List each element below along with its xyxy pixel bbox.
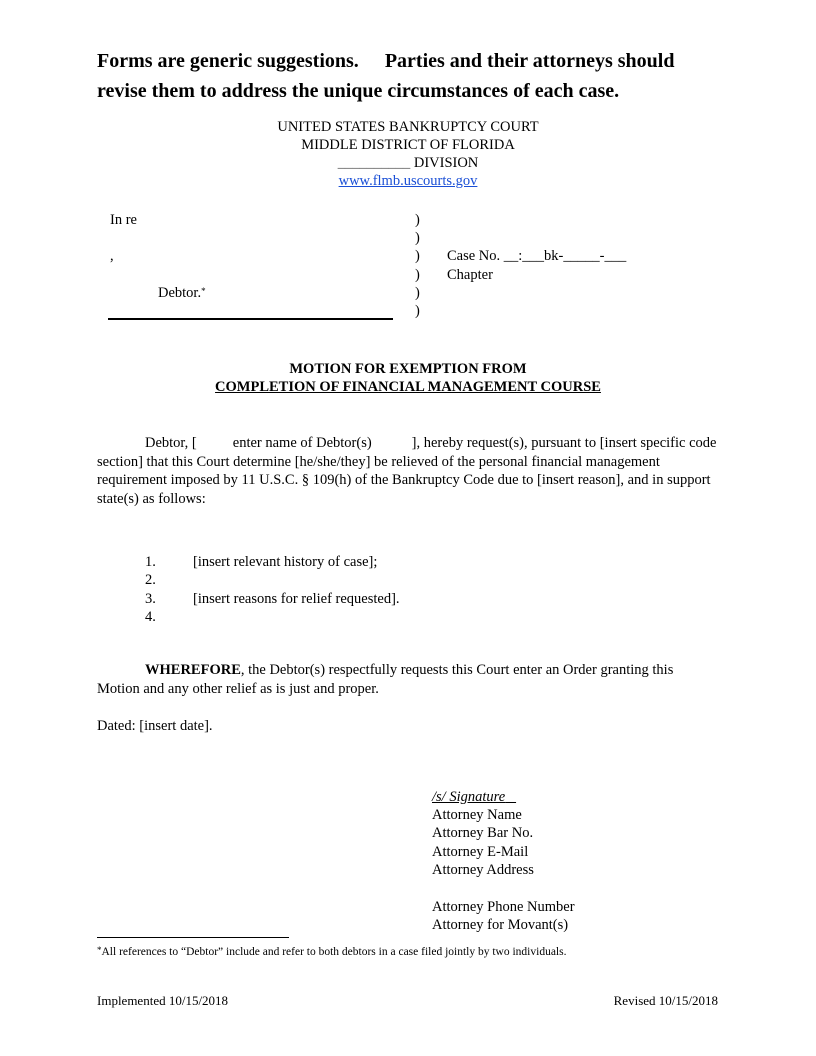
motion-title-line-2-text: COMPLETION OF FINANCIAL MANAGEMENT COURSE xyxy=(215,379,601,395)
list-num-4: 4. xyxy=(145,609,156,625)
implemented-date: Implemented 10/15/2018 xyxy=(97,993,229,1008)
caption-paren-1: ) xyxy=(415,212,420,228)
division-blank: __________ xyxy=(337,155,411,171)
motion-title-line-1: MOTION FOR EXEMPTION FROM xyxy=(289,361,527,377)
caption-underline xyxy=(108,318,393,320)
attorney-for-movant: Attorney for Movant(s) xyxy=(432,917,569,933)
list-num-2: 2. xyxy=(145,572,156,588)
revised-date: Revised 10/15/2018 xyxy=(613,993,718,1008)
notice-text-b: Parties and their attorneys should xyxy=(384,50,675,72)
list-num-1: 1. xyxy=(145,554,156,570)
notice-line-2: revise them to address the unique circumstances of each case. xyxy=(97,80,620,102)
wherefore-paragraph xyxy=(97,661,717,698)
debtor-text: Debtor. xyxy=(158,285,202,301)
intro-start: Debtor, [ xyxy=(145,435,197,451)
court-name: UNITED STATES BANKRUPTCY COURT xyxy=(277,119,539,135)
signature-text: /s/ Signature xyxy=(432,789,506,805)
attorney-phone: Attorney Phone Number xyxy=(432,899,575,915)
list-item-1: [insert relevant history of case]; xyxy=(193,554,378,570)
caption-paren-6: ) xyxy=(415,303,420,319)
court-division-line xyxy=(0,154,816,172)
caption-paren-5: ) xyxy=(415,285,420,301)
footnote-text: All references to “Debtor” include and refer to both debtors in a case filed jointly by two individuals. xyxy=(101,946,567,958)
list-item-3: [insert reasons for relief requested]. xyxy=(193,591,400,607)
caption-paren-4: ) xyxy=(415,267,420,283)
intro-paragraph xyxy=(97,434,717,508)
footnote-mark: * xyxy=(97,945,102,955)
signature-line xyxy=(432,788,516,806)
website-line xyxy=(0,172,816,190)
wherefore-bold: WHEREFORE xyxy=(145,662,241,678)
chapter-label: Chapter xyxy=(447,267,493,283)
intro-rest: ], hereby request(s), pursuant to [insert specific code section] that this Court determine [he/she/they] be relieved of the personal financial management requirement imposed by 11 U.S.C. § 109(h) of the Bankruptcy Code due to [insert reason], and in support state(s) as follows: xyxy=(97,435,717,507)
wherefore-text: , the Debtor(s) respectfully requests this Court enter an Order granting this Motion and any other relief as is just and proper. xyxy=(97,662,674,697)
caption-paren-2: ) xyxy=(415,230,420,246)
intro-placeholder: enter name of Debtor(s) xyxy=(232,435,372,451)
attorney-bar-no: Attorney Bar No. xyxy=(432,825,534,841)
motion-title-line-2 xyxy=(0,378,816,396)
footnote-separator xyxy=(97,937,289,938)
attorney-address: Attorney Address xyxy=(432,862,534,878)
attorney-email: Attorney E-Mail xyxy=(432,844,529,860)
court-website-link[interactable]: www.flmb.uscourts.gov xyxy=(338,173,478,189)
notice-line-1 xyxy=(97,47,674,76)
case-number: Case No. __:___bk-_____-___ xyxy=(447,248,627,264)
dated-line: Dated: [insert date]. xyxy=(97,718,213,734)
footnote xyxy=(97,945,566,960)
attorney-name: Attorney Name xyxy=(432,807,522,823)
caption-comma: , xyxy=(110,248,114,264)
list-num-3: 3. xyxy=(145,591,156,607)
division-label: DIVISION xyxy=(413,155,479,171)
debtor-footnote-mark: * xyxy=(201,286,206,296)
court-district: MIDDLE DISTRICT OF FLORIDA xyxy=(301,137,515,153)
notice-text-a: Forms are generic suggestions. xyxy=(97,50,359,72)
caption-paren-3: ) xyxy=(415,248,420,264)
debtor-label xyxy=(158,284,206,302)
in-re-label: In re xyxy=(110,212,137,228)
